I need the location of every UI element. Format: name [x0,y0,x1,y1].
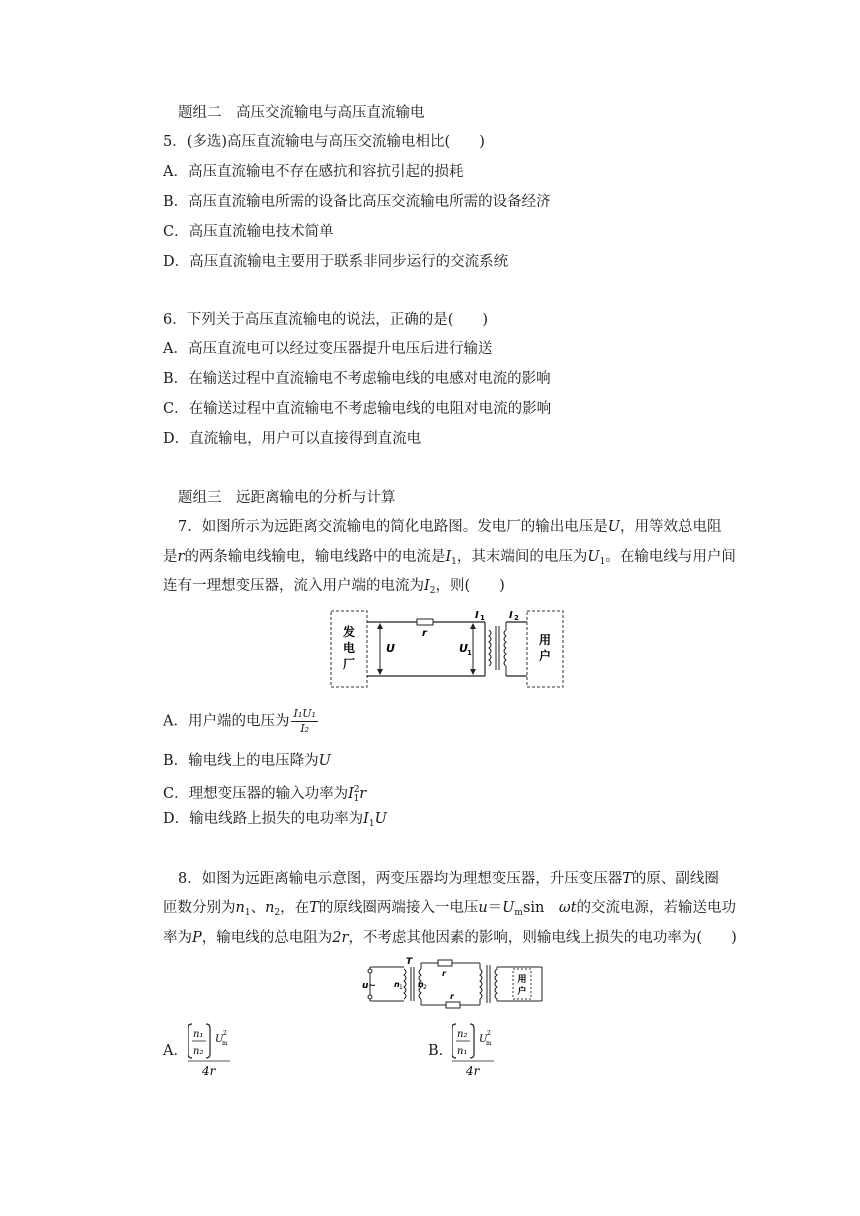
q8-option-a-formula [188,1022,238,1080]
group3-heading: 题组三 远距离输电的分析与计算 [178,490,396,506]
q6-stem: 6．下列关于高压直流输电的说法，正确的是( ) [163,312,489,328]
resistor-r [417,619,433,625]
step-up-primary-coil [404,969,406,999]
q5-option-b: B．高压直流输电所需的设备比高压交流输电所需的设备经济 [163,194,551,210]
q7-stem-line1: 7．如图所示为远距离交流输电的简化电路图。发电厂的输出电压是U，用等效总电阻 [178,519,722,535]
user-label-2: 户 [538,649,552,663]
q7-circuit-diagram [325,608,570,690]
q7-stem-line2: 是r的两条输电线输电，输电线路中的电流是$I_1$，其末端间的电压为$U_1$。在输电线与用户间 [163,549,736,567]
transformer-secondary-coil [504,630,506,666]
q8b-n-bottom: n₁ [457,1046,468,1057]
q7-option-d: D．输电线路上损失的电功率为$I_1U$ [163,811,387,829]
svg-text:r: r [450,992,454,1001]
q5-option-a: A．高压直流输电不存在感抗和容抗引起的损耗 [163,164,464,180]
q8b-n-top: n₂ [457,1029,468,1040]
svg-text:1: 1 [480,614,485,622]
svg-text:2: 2 [223,1030,227,1037]
svg-text:m: m [222,1040,228,1047]
svg-text:2: 2 [423,984,427,991]
q5-option-c: C．高压直流输电技术简单 [163,224,334,240]
label-U1: U [459,642,468,655]
svg-text:1: 1 [467,649,472,657]
transformer-primary-coil [489,630,491,666]
q8-option-b-label: B． [428,1043,454,1059]
plant-label-2: 电 [342,641,356,655]
svg-text:U: U [479,1034,488,1045]
q7-option-a: A．用户端的电压为 $\frac{\text{I₁U₁}}{\text{I₂}}$ [163,707,316,735]
label-T: T [406,957,413,967]
q8-stem-line2: 匝数分别为$n_1$、$n_2$，在T的原线圈两端接入一电压$u=U_m\sin$ ωt的交流电源，若输送电功 [163,900,737,918]
q7-stem-line3: 连有一理想变压器，流入用户端的电流为$I_2$，则( ) [163,578,505,596]
resistor-r-bottom [446,1002,460,1008]
q7-option-b: B．输电线上的电压降为U [163,753,331,769]
q8-option-a-label: A． [163,1043,188,1059]
label-r: r [422,628,427,639]
svg-text:1: 1 [399,984,403,991]
q8-option-b-formula [452,1022,502,1080]
q8-stem-line3: 率为P，输电线的总电阻为2r，不考虑其他因素的影响，则输电线上损失的电功率为( ) [163,930,737,946]
svg-text:U: U [215,1034,224,1045]
user-label-1: 用 [538,633,552,647]
q6-option-b: B．在输送过程中直流输电不考虑输电线的电感对电流的影响 [163,371,551,387]
q8b-denominator: 4r [466,1064,480,1078]
step-down-secondary-coil [495,969,497,999]
svg-text:2: 2 [514,614,519,622]
q6-option-d: D．直流输电，用户可以直接得到直流电 [163,431,422,447]
plant-label-3: 厂 [342,657,356,671]
q6-option-a: A．高压直流电可以经过变压器提升电压后进行输送 [163,341,493,357]
q8a-n-bottom: n₂ [193,1046,204,1057]
svg-text:n: n [418,980,424,989]
label-U: U [386,642,395,655]
q8a-denominator: 4r [202,1064,216,1078]
resistor-r-top [438,960,452,966]
q8-transmission-diagram [360,955,555,1009]
plant-label-1: 发 [342,625,356,639]
group2-heading: 题组二 高压交流输电与高压直流输电 [178,105,425,121]
q8a-n-top: n₁ [193,1029,204,1040]
q7-option-c: C．理想变压器的输入功率为$I^2_1r$ [163,785,367,804]
label-I2: I [509,610,513,621]
svg-text:户: 户 [517,987,527,997]
label-u: u~ [362,981,376,991]
q5-option-d: D．高压直流输电主要用于联系非同步运行的交流系统 [163,254,509,270]
svg-text:m: m [486,1040,492,1047]
svg-text:用: 用 [517,975,527,985]
svg-text:r: r [442,969,446,978]
label-I1: I [475,610,479,621]
step-down-primary-coil [480,969,482,999]
svg-text:2: 2 [487,1030,491,1037]
q8-stem-line1: 8．如图为远距离输电示意图，两变压器均为理想变压器，升压变压器T的原、副线圈 [178,871,719,887]
svg-text:n: n [394,980,400,989]
q5-stem: 5．(多选)高压直流输电与高压交流输电相比( ) [163,134,485,150]
q6-option-c: C．在输送过程中直流输电不考虑输电线的电阻对电流的影响 [163,401,552,417]
